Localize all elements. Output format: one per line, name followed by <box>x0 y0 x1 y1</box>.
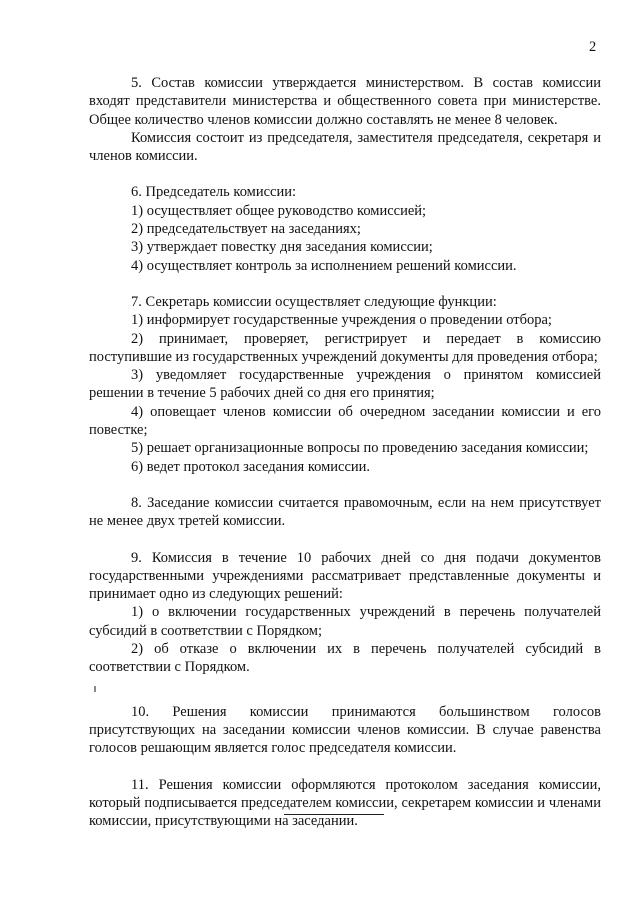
paragraph-7-item-5: 5) решает организационные вопросы по проведению заседания комиссии; <box>131 440 589 457</box>
paragraph-7: 7. Секретарь комиссии осуществляет следующие функции: <box>131 293 497 310</box>
paragraph-7-item-3: 3) уведомляет государственные учреждения о принятом комиссией решении в течение 5 рабочих дней со дня его принятия; <box>89 367 601 402</box>
paragraph-6-item-1: 1) осуществляет общее руководство комиссией; <box>131 202 427 219</box>
paragraph-5: 5. Состав комиссии утверждается министерством. В состав комиссии входят представители министерства и общественного совета при министерстве. Общее количество членов комиссии должно составлять не менее 8 человек. <box>89 75 601 128</box>
scan-mark <box>94 686 96 692</box>
paragraph-11: 11. Решения комиссии оформляются протоколом заседания комиссии, который подписывается председателем комиссии, секретарем комиссии и членами комиссии, присутствующими на заседании. <box>89 776 601 830</box>
paragraph-8: 8. Заседание комиссии считается правомочным, если на нем присутствует не менее двух третей комиссии. <box>89 494 601 530</box>
paragraph-6-item-2: 2) председательствует на заседаниях; <box>131 221 361 238</box>
end-of-document-rule <box>284 814 384 815</box>
document-body <box>89 74 601 830</box>
paragraph-10: 10. Решения комиссии принимаются большинством голосов присутствующих на заседании комиссии членов комиссии. В случае равенства голосов решающим является голос председателя комиссии. <box>89 703 601 757</box>
paragraph-9-item-1: 1) о включении государственных учреждений в перечень получателей субсидий в соответствии с Порядком; <box>89 604 601 639</box>
paragraph-6-item-4: 4) осуществляет контроль за исполнением решений комиссии. <box>131 257 517 274</box>
paragraph-7-item-6: 6) ведет протокол заседания комиссии. <box>131 458 371 475</box>
paragraph-9: 9. Комиссия в течение 10 рабочих дней со дня подачи документов государственными учреждениями рассматривает представленные документы и принимает одно из следующих решений: <box>89 549 601 603</box>
paragraph-9-item-2: 2) об отказе о включении их в перечень получателей субсидий в соответствии с Порядком. <box>89 641 601 676</box>
paragraph-6: 6. Председатель комиссии: <box>131 184 297 201</box>
paragraph-5-composition: Комиссия состоит из председателя, заместителя председателя, секретаря и членов комиссии. <box>89 129 601 165</box>
paragraph-7-item-1: 1) информирует государственные учреждения о проведении отбора; <box>131 312 552 329</box>
paragraph-6-item-3: 3) утверждает повестку дня заседания комиссии; <box>131 239 433 256</box>
paragraph-7-item-4: 4) оповещает членов комиссии об очередном заседании комиссии и его повестке; <box>89 403 601 439</box>
paragraph-7-item-2: 2) принимает, проверяет, регистрирует и передает в комиссию поступившие из государственных учреждений документы для проведения отбора; <box>89 330 601 365</box>
page-number: 2 <box>589 39 597 55</box>
